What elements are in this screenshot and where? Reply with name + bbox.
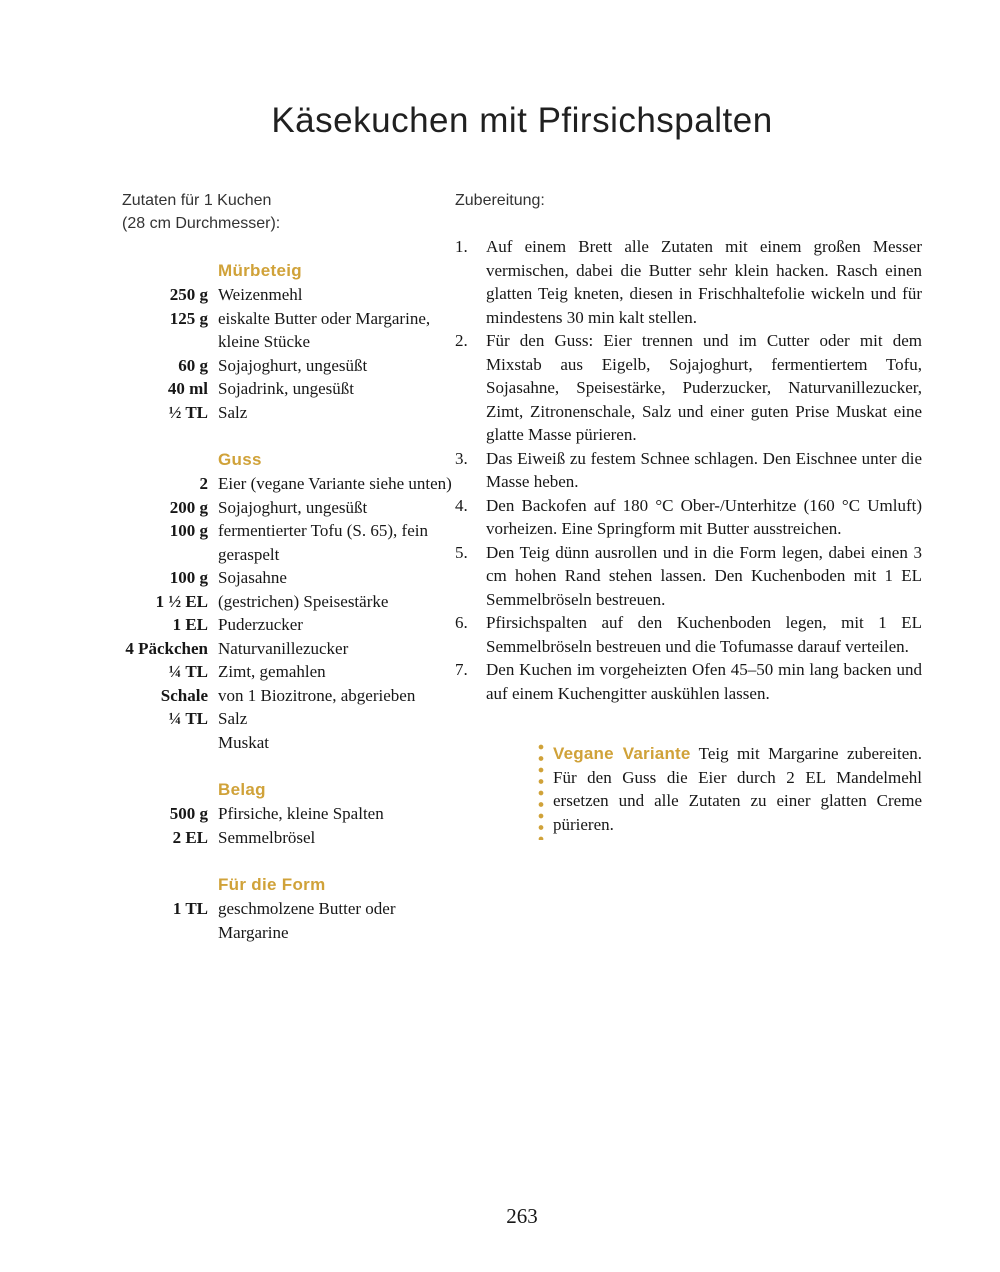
preparation-step <box>455 611 922 658</box>
ingredient-amount: 2 <box>199 474 208 493</box>
step-number: 7. <box>455 660 468 679</box>
ingredient-amount: 1 TL <box>172 899 208 918</box>
page-number: 263 <box>506 1204 538 1228</box>
ingredient-description: Naturvanillezucker <box>218 638 349 658</box>
ingredient-row <box>122 684 456 708</box>
step-text: Pfirsichspalten auf den Kuchenboden legen, mit 1 EL Semmelbröseln bestreuen und die Tofumasse darauf verteilen. <box>486 613 922 656</box>
ingredient-row <box>122 707 456 731</box>
step-number: 3. <box>455 448 468 468</box>
ingredient-amount: 2 EL <box>172 827 208 847</box>
ingredient-row <box>122 590 456 614</box>
ingredient-row <box>122 401 456 425</box>
vegan-variant-text: Teig mit Margarine zubereiten. Für den Guss die Eier durch 2 EL Mandelmehl ersetzen und alle Zutaten zu einer glatten Creme pürieren. <box>553 744 923 834</box>
ingredient-description: Pfirsiche, kleine Spalten <box>218 804 384 823</box>
ingredient-description: Salz <box>218 709 248 728</box>
step-text: Auf einem Brett alle Zutaten mit einem großen Messer vermischen, dabei die Butter sehr klein hacken. Rasch einen glatten Teig kneten, diesen in Frischhaltefolie wickeln und für mindestens 30 min kalt stellen. <box>486 237 922 327</box>
step-number: 6. <box>455 613 468 632</box>
preparation-step <box>455 494 922 541</box>
ingredient-amount: Schale <box>160 685 208 705</box>
ingredient-row <box>122 519 456 566</box>
ingredient-row <box>122 660 456 684</box>
ingredient-description: fermentierter Tofu (S. 65), fein geraspelt <box>218 521 428 564</box>
ingredient-amount: ½ TL <box>168 402 208 422</box>
vegan-variant-label: Vegane Variante <box>553 744 691 763</box>
ingredient-amount: ¼ TL <box>168 662 208 681</box>
step-text: Für den Guss: Eier trennen und im Cutter oder mit dem Mixstab aus Eigelb, Sojajoghurt, fermentiertem Tofu, Sojasahne, Speisestärke, Puderzucker, Naturvanillezucker, Zimt, Zitronenschale, Salz und einer guten Prise Muskat eine glatte Masse pürieren. <box>486 331 922 444</box>
ingredient-description: (gestrichen) Speisestärke <box>218 591 389 611</box>
ingredient-row <box>122 307 456 354</box>
step-text: Den Backofen auf 180 °C Ober-/Unterhitze (160 °C Umluft) vorheizen. Eine Springform mit Butter ausstreichen. <box>486 495 922 538</box>
ingredient-description: von 1 Biozitrone, abgerieben <box>218 685 416 705</box>
ingredient-row <box>122 826 456 850</box>
ingredient-sections <box>122 259 456 944</box>
step-number: 2. <box>455 331 468 350</box>
step-text: Den Kuchen im vorgeheizten Ofen 45–50 min lang backen und auf einem Kuchengitter auskühlen lassen. <box>486 660 922 703</box>
ingredient-section-title: Für die Form <box>218 875 326 894</box>
ingredient-section-title: Belag <box>218 780 266 799</box>
ingredient-description: geschmolzene Butter oder Margarine <box>218 899 396 942</box>
ingredient-row <box>122 377 456 401</box>
step-text: Den Teig dünn ausrollen und in die Form legen, dabei einen 3 cm hohen Rand stehen lassen. Den Kuchenboden mit 1 EL Semmelbröseln bestreuen. <box>486 542 922 609</box>
ingredients-header-line1: Zutaten für 1 Kuchen <box>122 192 272 209</box>
preparation-step <box>455 447 922 494</box>
preparation-step <box>455 329 922 447</box>
ingredient-row <box>122 897 456 944</box>
ingredient-section-title: Guss <box>218 450 262 469</box>
ingredient-description: Sojajoghurt, ungesüßt <box>218 355 368 375</box>
ingredient-amount: 1 ½ EL <box>155 591 208 611</box>
step-text: Das Eiweiß zu festem Schnee schlagen. Den Eischnee unter die Masse heben. <box>486 448 922 491</box>
ingredients-header-line2: (28 cm Durchmesser): <box>122 215 281 232</box>
ingredient-section <box>122 873 456 944</box>
preparation-header: Zubereitung: <box>455 192 545 209</box>
ingredient-amount: 40 ml <box>167 379 208 398</box>
preparation-step <box>455 541 922 612</box>
step-number: 4. <box>455 495 468 515</box>
ingredient-description: Zimt, gemahlen <box>218 662 326 681</box>
ingredient-row <box>122 637 456 661</box>
preparation-column <box>455 189 922 836</box>
ingredient-row <box>122 566 456 590</box>
ingredients-column <box>122 189 456 944</box>
step-number: 1. <box>455 237 468 256</box>
ingredient-amount: 500 g <box>169 804 208 823</box>
ingredient-amount: 250 g <box>169 285 208 304</box>
ingredient-amount: ¼ TL <box>168 709 208 728</box>
ingredient-description: Weizenmehl <box>218 285 303 304</box>
ingredient-amount: 100 g <box>169 521 208 540</box>
ingredient-amount <box>122 731 208 755</box>
ingredient-section <box>122 259 456 424</box>
ingredient-amount: 100 g <box>169 568 208 587</box>
ingredient-section-title: Mürbeteig <box>218 261 302 280</box>
preparation-step <box>455 235 922 329</box>
ingredient-row <box>122 802 456 826</box>
page-title: Käsekuchen mit Pfirsichspalten <box>271 101 773 140</box>
ingredients-header <box>122 189 456 235</box>
ingredient-description: Eier (vegane Variante siehe unten) <box>218 474 452 493</box>
ingredient-description: Semmelbrösel <box>218 827 316 847</box>
preparation-step <box>455 658 922 705</box>
ingredient-row <box>122 283 456 307</box>
ingredient-amount: 60 g <box>178 355 208 375</box>
ingredient-amount: 4 Päckchen <box>125 638 208 658</box>
ingredient-row <box>122 354 456 378</box>
ingredient-description: Sojajoghurt, ungesüßt <box>218 497 368 517</box>
ingredient-amount: 125 g <box>169 308 208 328</box>
ingredient-description: Muskat <box>218 732 269 752</box>
ingredient-description: Puderzucker <box>218 615 303 634</box>
step-number: 5. <box>455 542 468 562</box>
ingredient-row <box>122 496 456 520</box>
ingredient-section <box>122 778 456 849</box>
ingredient-row <box>122 472 456 496</box>
ingredient-amount: 1 EL <box>172 615 208 634</box>
ingredient-description: Salz <box>218 402 248 422</box>
vegan-variant-note <box>538 742 922 836</box>
ingredient-description: Sojasahne <box>218 568 287 587</box>
ingredient-section <box>122 448 456 754</box>
ingredient-amount: 200 g <box>169 497 208 517</box>
ingredient-description: Sojadrink, ungesüßt <box>218 379 354 398</box>
ingredient-row <box>122 613 456 637</box>
ingredient-description: eiskalte Butter oder Margarine, kleine Stücke <box>218 308 431 351</box>
ingredient-row <box>122 731 456 755</box>
preparation-steps <box>455 235 922 705</box>
